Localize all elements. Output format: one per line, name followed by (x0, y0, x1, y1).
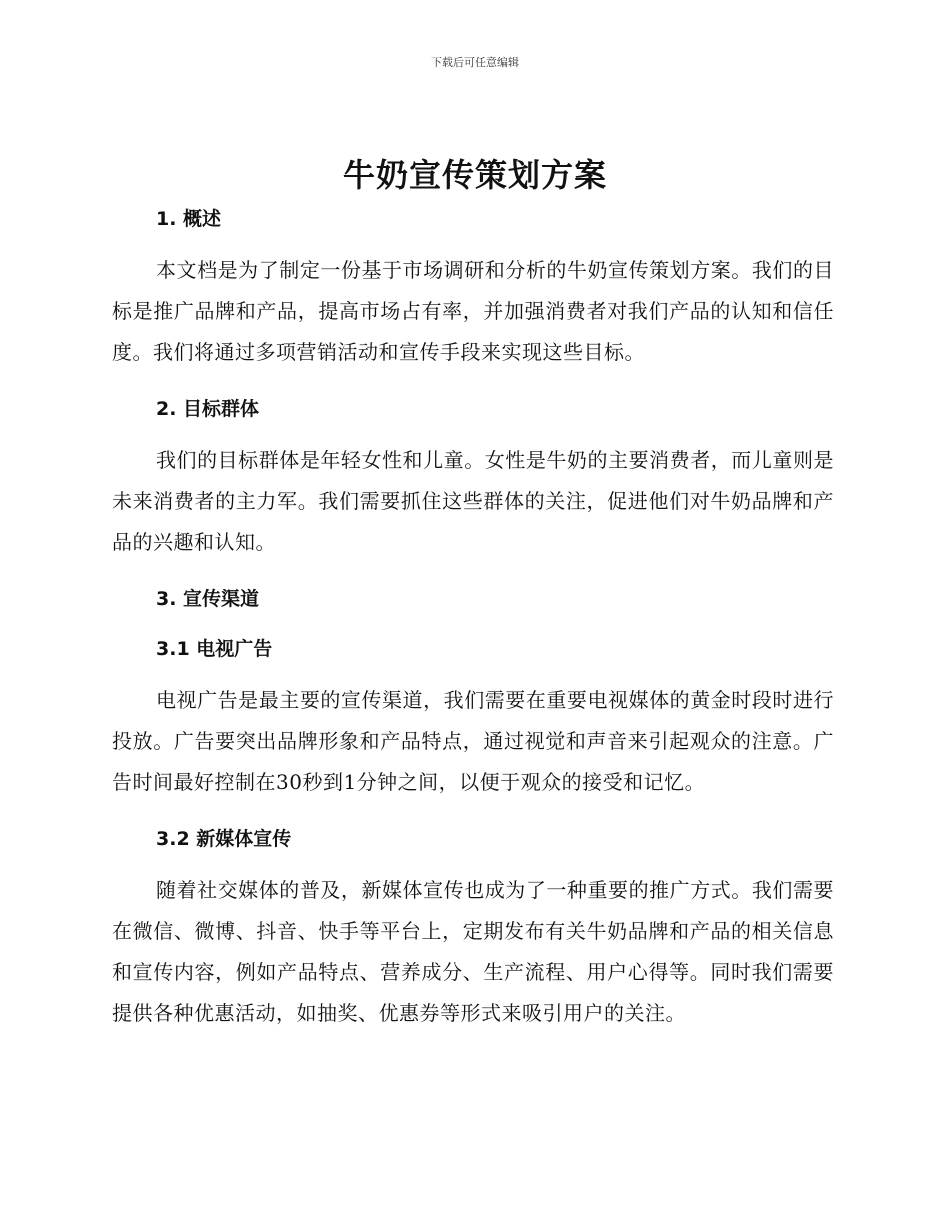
document-body (112, 200, 834, 1034)
document-title: 牛奶宣传策划方案 (342, 156, 607, 194)
section-paragraph-new-media: 随着社交媒体的普及，新媒体宣传也成为了一种重要的推广方式。我们需要在微信、微博、抖音、快手等平台上，定期发布有关牛奶品牌和产品的相关信息和宣传内容，例如产品特点、营养成分、生产流程、用户心得等。同时我们需要提供各种优惠活动，如抽奖、优惠券等形式来吸引用户的关注。 (112, 878, 834, 1025)
section-heading-target-group: 2. 目标群体 (156, 398, 260, 420)
section-paragraph-overview: 本文档是为了制定一份基于市场调研和分析的牛奶宣传策划方案。我们的目标是推广品牌和产品，提高市场占有率，并加强消费者对我们产品的认知和信任度。我们将通过多项营销活动和宣传手段来实现这些目标。 (112, 258, 834, 364)
section-heading-tv-ads: 3.1 电视广告 (156, 638, 273, 660)
header-note: 下载后可任意编辑 (431, 56, 519, 69)
section-paragraph-tv-ads: 电视广告是最主要的宣传渠道，我们需要在重要电视媒体的黄金时段时进行投放。广告要突出品牌形象和产品特点，通过视觉和声音来引起观众的注意。广告时间最好控制在30秒到1分钟之间，以便于观众的接受和记忆。 (112, 688, 834, 794)
section-heading-channels: 3. 宣传渠道 (156, 588, 260, 610)
section-heading-overview: 1. 概述 (156, 208, 222, 230)
section-heading-new-media: 3.2 新媒体宣传 (156, 828, 292, 850)
section-paragraph-target-group: 我们的目标群体是年轻女性和儿童。女性是牛奶的主要消费者，而儿童则是未来消费者的主力军。我们需要抓住这些群体的关注，促进他们对牛奶品牌和产品的兴趣和认知。 (112, 448, 834, 554)
